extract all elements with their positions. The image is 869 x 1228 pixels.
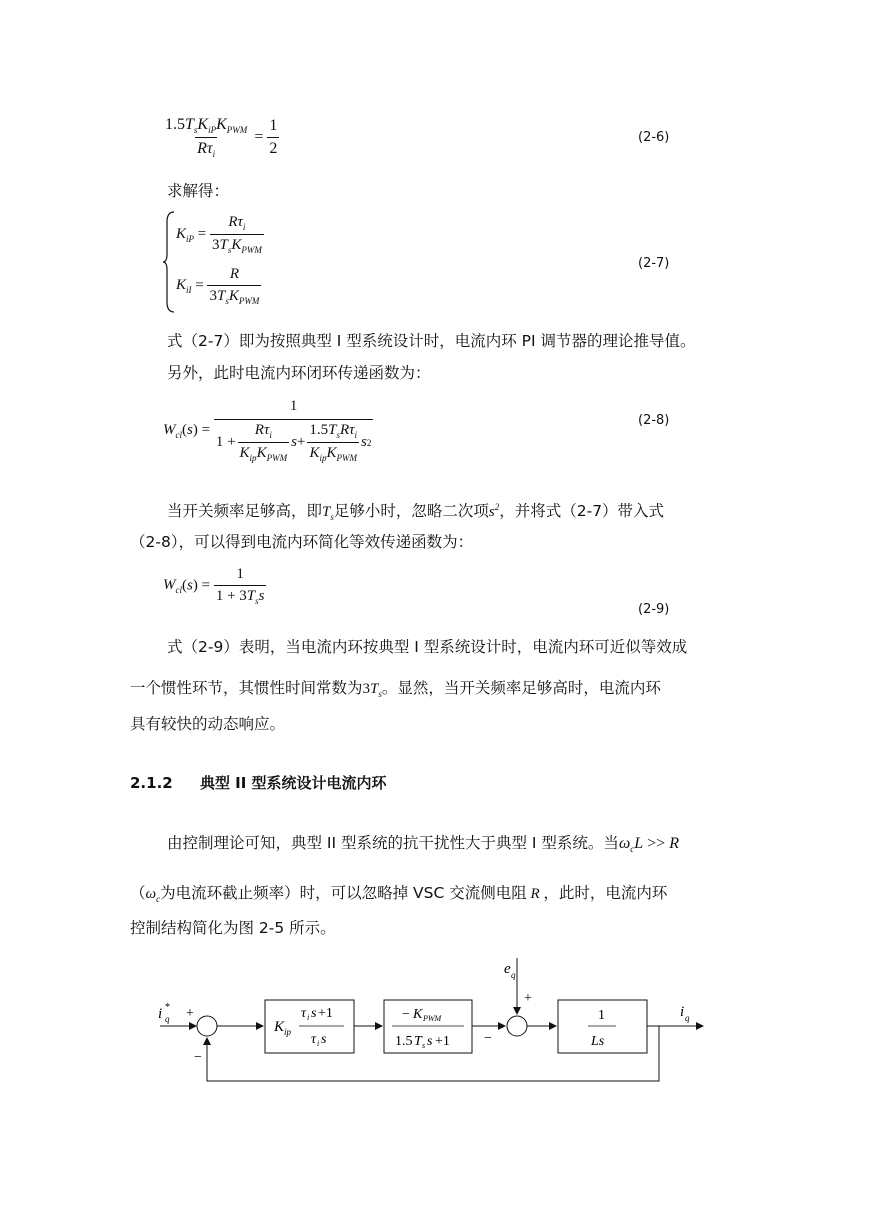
para2-line1-a: 当开关频率足够高，即: [167, 502, 323, 520]
para2-line1: 当开关频率足够高，即$T_s$足够小时，忽略二次项$s^2$，并将式（2-7）带入式: [167, 502, 665, 522]
svg-text:T: T: [414, 1034, 422, 1049]
para3-line2: 一个惯性环节，其惯性时间常数为$3T_s$。显然，当开关频率足够高时，电流内环: [130, 679, 661, 699]
para4-line2-c: ，此时，电流内环: [543, 884, 668, 902]
equation-2-8: $W_{cl}(s)$ = 1 1 + $\frac{R\tau_i}{K_{ip}K_{PWM}}$ s + $\frac{1.5T_sR\tau_i}{K_{ip}K_{PWM}}$ s 2: [163, 398, 372, 463]
summing-junction-1: [197, 1016, 217, 1036]
para3-line2-a: 一个惯性环节，其惯性时间常数为: [130, 679, 363, 697]
equation-number-2-7: (2-7): [638, 256, 670, 271]
para4-line1-text: 由控制理论可知，典型 II 型系统的抗干扰性大于典型 I 型系统。当: [167, 834, 619, 852]
para4-line1: 由控制理论可知，典型 II 型系统的抗干扰性大于典型 I 型系统。当$\omega_cL >> R$: [167, 834, 679, 855]
output-label: i: [680, 1004, 685, 1020]
svg-text:i: i: [317, 1039, 320, 1048]
disturbance-label: e: [504, 961, 511, 977]
svg-text:1.5: 1.5: [395, 1034, 413, 1049]
output-label-sub: q: [685, 1013, 690, 1023]
svg-text:τ: τ: [311, 1032, 317, 1047]
equation-2-6: $\frac{1.5T_sK_{iP}K_{PWM}}{R\tau_i}$ = $\frac{1}{2}$: [165, 116, 278, 160]
svg-text:i: i: [307, 1013, 310, 1022]
svg-text:s: s: [427, 1034, 433, 1049]
para4-line3: 控制结构简化为图 2-5 所示。: [130, 919, 336, 937]
solve-text: 求解得：: [167, 182, 230, 200]
svg-text:PWM: PWM: [423, 1014, 442, 1023]
equation-number-2-6: (2-6): [638, 130, 670, 145]
input-label-sub: q: [165, 1014, 170, 1024]
para3-line3: 具有较快的动态响应。: [130, 715, 286, 733]
para2-line2: （2-8），可以得到电流内环简化等效传递函数为：: [130, 533, 474, 551]
para2-line1-c: ，并将式（2-7）带入式: [499, 502, 665, 520]
sum2-plus: +: [524, 991, 532, 1006]
equation-2-7: $K_{iP}$ = $\frac{R\tau_i}{3T_sK_{PWM}}$ $K_{iI}$ = $\frac{R}{3T_sK_{PWM}}$: [162, 210, 312, 314]
svg-text:Ls: Ls: [591, 1034, 605, 1049]
svg-text:+1: +1: [435, 1034, 450, 1049]
sum1-minus: −: [194, 1050, 202, 1065]
sum2-minus: −: [484, 1031, 492, 1046]
section-heading: [130, 772, 387, 793]
equation-2-9: $W_{cl}(s)$ = $\frac{1}{1 + 3T_ss}$: [163, 566, 265, 606]
para2-line1-b: 足够小时，忽略二次项: [333, 502, 489, 520]
para1-line1: 式（2-7）即为按照典型 I 型系统设计时，电流内环 PI 调节器的理论推导值。: [167, 332, 696, 350]
para4-line2-b: 为电流环截止频率）时，可以忽略掉 VSC 交流侧电阻: [160, 884, 527, 902]
disturbance-label-sub: q: [511, 970, 516, 980]
svg-text:s: s: [422, 1041, 426, 1050]
svg-text:s: s: [311, 1006, 317, 1021]
section-title: 典型 II 型系统设计电流内环: [199, 774, 387, 792]
svg-text:K: K: [274, 1019, 285, 1035]
para4-line2-a: （: [130, 884, 146, 902]
svg-text:+1: +1: [318, 1006, 333, 1021]
svg-text:1: 1: [598, 1008, 605, 1023]
equation-number-2-9: (2-9): [638, 602, 670, 617]
control-block-diagram: [0, 950, 869, 1100]
sum1-plus: +: [186, 1006, 194, 1021]
para4-line2: （$\omega_c$为电流环截止频率）时，可以忽略掉 VSC 交流侧电阻 R ，此时，电流内环: [130, 884, 668, 904]
para1-line2: 另外，此时电流内环闭环传递函数为：: [167, 364, 431, 382]
equation-number-2-8: (2-8): [638, 413, 670, 428]
para3-line1: 式（2-9）表明，当电流内环按典型 I 型系统设计时，电流内环可近似等效成: [167, 638, 688, 656]
summing-junction-2: [507, 1016, 527, 1036]
svg-text:−: −: [402, 1007, 410, 1022]
svg-text:s: s: [321, 1032, 327, 1047]
input-label-sup: *: [165, 1002, 170, 1013]
svg-text:ip: ip: [284, 1027, 292, 1037]
section-number: 2.1.2: [130, 774, 173, 792]
svg-text:K: K: [413, 1007, 423, 1022]
para3-line2-b: 。显然，当开关频率足够高时，电流内环: [381, 679, 661, 697]
svg-text:τ: τ: [301, 1006, 307, 1021]
input-label: i: [158, 1006, 163, 1022]
